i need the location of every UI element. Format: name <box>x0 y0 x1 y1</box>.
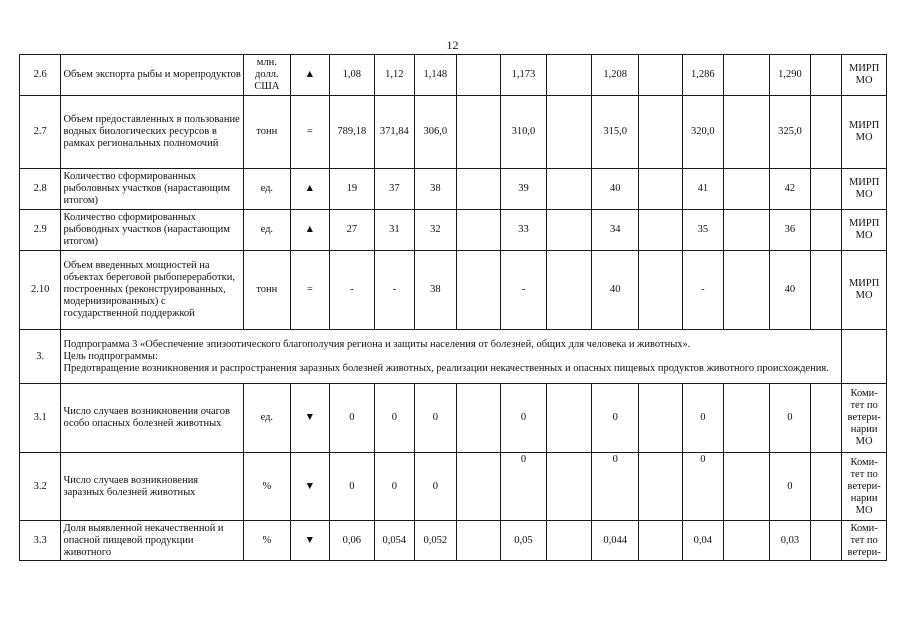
value-cell: 38 <box>415 169 456 210</box>
value-cell <box>724 96 770 169</box>
value-cell <box>724 251 770 330</box>
value-cell <box>724 521 770 561</box>
value-cell: 0 <box>592 384 639 453</box>
value-cell <box>811 251 842 330</box>
trend-indicator: = <box>290 96 329 169</box>
trend-indicator: ▲ <box>290 55 329 96</box>
value-cell: 35 <box>682 210 723 251</box>
value-cell: 0,06 <box>330 521 375 561</box>
value-cell: 0,044 <box>592 521 639 561</box>
value-cell: 36 <box>769 210 810 251</box>
value-cell: 41 <box>682 169 723 210</box>
value-cell <box>639 169 683 210</box>
indicator-name: Объем экспорта рыбы и морепродуктов <box>61 55 244 96</box>
value-cell: 0 <box>374 384 414 453</box>
indicator-name: Число случаев возникновения заразных болезней животных <box>61 453 244 521</box>
value-cell <box>811 384 842 453</box>
value-cell: 320,0 <box>682 96 723 169</box>
indicator-name: Количество сформированных рыбоводных участков (нарастающим итогом) <box>61 210 244 251</box>
value-cell <box>456 521 501 561</box>
value-cell: 42 <box>769 169 810 210</box>
value-cell <box>546 96 592 169</box>
unit-of-measure: ед. <box>243 384 290 453</box>
trend-indicator: ▼ <box>290 453 329 521</box>
row-number: 3.2 <box>20 453 61 521</box>
unit-of-measure: тонн <box>243 96 290 169</box>
value-cell: 315,0 <box>592 96 639 169</box>
value-cell <box>639 210 683 251</box>
value-cell <box>546 55 592 96</box>
value-cell: 38 <box>415 251 456 330</box>
value-cell <box>639 55 683 96</box>
value-cell: 0,03 <box>769 521 810 561</box>
table-row <box>20 453 887 521</box>
value-cell <box>546 210 592 251</box>
table-row <box>20 96 887 169</box>
unit-of-measure: млн. долл. США <box>243 55 290 96</box>
table-row <box>20 521 887 561</box>
value-cell <box>456 55 501 96</box>
unit-of-measure: тонн <box>243 251 290 330</box>
value-cell: 27 <box>330 210 375 251</box>
row-number: 2.7 <box>20 96 61 169</box>
value-cell <box>639 384 683 453</box>
value-cell <box>456 96 501 169</box>
page-number: 12 <box>446 38 459 52</box>
value-cell: 19 <box>330 169 375 210</box>
value-cell <box>546 169 592 210</box>
unit-of-measure: ед. <box>243 210 290 251</box>
value-cell: 33 <box>501 210 547 251</box>
trend-indicator: ▲ <box>290 210 329 251</box>
row-number: 3. <box>20 330 61 384</box>
responsible-org: МИРП МО <box>842 210 887 251</box>
value-cell: 0,054 <box>374 521 414 561</box>
trend-indicator: ▼ <box>290 384 329 453</box>
value-cell: - <box>374 251 414 330</box>
value-cell <box>546 453 592 521</box>
table-row <box>20 384 887 453</box>
value-cell: 0 <box>769 384 810 453</box>
value-cell <box>639 251 683 330</box>
unit-of-measure: % <box>243 453 290 521</box>
row-number: 2.8 <box>20 169 61 210</box>
table-row <box>20 251 887 330</box>
value-cell: 32 <box>415 210 456 251</box>
value-cell <box>546 521 592 561</box>
value-cell: 40 <box>592 169 639 210</box>
value-cell: 0 <box>501 384 547 453</box>
value-cell <box>811 521 842 561</box>
row-number: 2.9 <box>20 210 61 251</box>
table-row <box>20 55 887 96</box>
unit-of-measure: ед. <box>243 169 290 210</box>
value-cell: - <box>501 251 547 330</box>
value-cell: 1,286 <box>682 55 723 96</box>
responsible-org: МИРП МО <box>842 55 887 96</box>
value-cell <box>724 169 770 210</box>
responsible-org: МИРП МО <box>842 251 887 330</box>
indicator-name: Количество сформированных рыболовных участков (нарастающим итогом) <box>61 169 244 210</box>
value-cell <box>639 96 683 169</box>
trend-indicator: = <box>290 251 329 330</box>
value-cell <box>811 169 842 210</box>
value-cell: 1,290 <box>769 55 810 96</box>
value-cell: 310,0 <box>501 96 547 169</box>
value-cell <box>546 384 592 453</box>
row-number: 3.3 <box>20 521 61 561</box>
table-row <box>20 169 887 210</box>
value-cell: 0 <box>682 453 723 521</box>
subprogram-row <box>20 330 887 384</box>
value-cell: 0 <box>330 384 375 453</box>
value-cell: 0 <box>769 453 810 521</box>
value-cell: 1,08 <box>330 55 375 96</box>
value-cell <box>811 96 842 169</box>
indicator-name: Объем предоставленных в пользование водных биологических ресурсов в рамках региональных полномочий <box>61 96 244 169</box>
value-cell <box>639 453 683 521</box>
value-cell: - <box>682 251 723 330</box>
responsible-org: Коми- тет по ветери- нарии МО <box>842 453 887 521</box>
value-cell: 39 <box>501 169 547 210</box>
row-number: 3.1 <box>20 384 61 453</box>
value-cell: 0 <box>682 384 723 453</box>
indicator-name: Доля выявленной некачественной и опасной пищевой продукции животного <box>61 521 244 561</box>
row-number: 2.10 <box>20 251 61 330</box>
subprogram-text: Предотвращение возникновения и распространения заразных болезней животных, реализации некачественных и опасных пищевых продуктов животного происхождения. <box>63 362 829 374</box>
value-cell: 37 <box>374 169 414 210</box>
value-cell: 34 <box>592 210 639 251</box>
value-cell: 325,0 <box>769 96 810 169</box>
value-cell: 0,04 <box>682 521 723 561</box>
value-cell <box>811 210 842 251</box>
indicator-name: Число случаев возникновения очагов особо опасных болезней животных <box>61 384 244 453</box>
value-cell <box>546 251 592 330</box>
value-cell <box>456 169 501 210</box>
subprogram-text: Подпрограмма 3 «Обеспечение эпизоотического благополучия региона и защиты населения от болезней, общих для человека и животных». <box>63 338 691 350</box>
value-cell: 40 <box>769 251 810 330</box>
value-cell: 0 <box>592 453 639 521</box>
value-cell <box>811 453 842 521</box>
value-cell <box>724 210 770 251</box>
value-cell <box>639 521 683 561</box>
responsible-org: Коми- тет по ветери- нарии МО <box>842 384 887 453</box>
value-cell <box>456 210 501 251</box>
value-cell: 31 <box>374 210 414 251</box>
value-cell: 0 <box>501 453 547 521</box>
value-cell: 0 <box>415 384 456 453</box>
value-cell <box>811 55 842 96</box>
trend-indicator: ▲ <box>290 169 329 210</box>
value-cell: 1,12 <box>374 55 414 96</box>
responsible-org: МИРП МО <box>842 169 887 210</box>
value-cell: - <box>330 251 375 330</box>
subprogram-description <box>61 330 842 384</box>
value-cell <box>724 384 770 453</box>
value-cell: 1,208 <box>592 55 639 96</box>
responsible-org: Коми- тет по ветери- <box>842 521 887 561</box>
value-cell <box>456 251 501 330</box>
value-cell: 0,052 <box>415 521 456 561</box>
value-cell: 371,84 <box>374 96 414 169</box>
indicator-name: Объем введенных мощностей на объектах береговой рыбопереработки, построенных (реконструированных, модернизированных) с государственной поддержкой <box>61 251 244 330</box>
responsible-org <box>842 330 887 384</box>
value-cell <box>724 453 770 521</box>
value-cell: 0,05 <box>501 521 547 561</box>
unit-of-measure: % <box>243 521 290 561</box>
value-cell <box>724 55 770 96</box>
table-row <box>20 210 887 251</box>
value-cell: 789,18 <box>330 96 375 169</box>
indicators-table <box>19 54 887 561</box>
row-number: 2.6 <box>20 55 61 96</box>
trend-indicator: ▼ <box>290 521 329 561</box>
value-cell <box>456 384 501 453</box>
responsible-org: МИРП МО <box>842 96 887 169</box>
value-cell: 0 <box>330 453 375 521</box>
value-cell: 0 <box>415 453 456 521</box>
value-cell: 40 <box>592 251 639 330</box>
subprogram-text: Цель подпрограммы: <box>63 350 158 362</box>
value-cell: 1,148 <box>415 55 456 96</box>
value-cell: 1,173 <box>501 55 547 96</box>
value-cell <box>456 453 501 521</box>
value-cell: 0 <box>374 453 414 521</box>
value-cell: 306,0 <box>415 96 456 169</box>
